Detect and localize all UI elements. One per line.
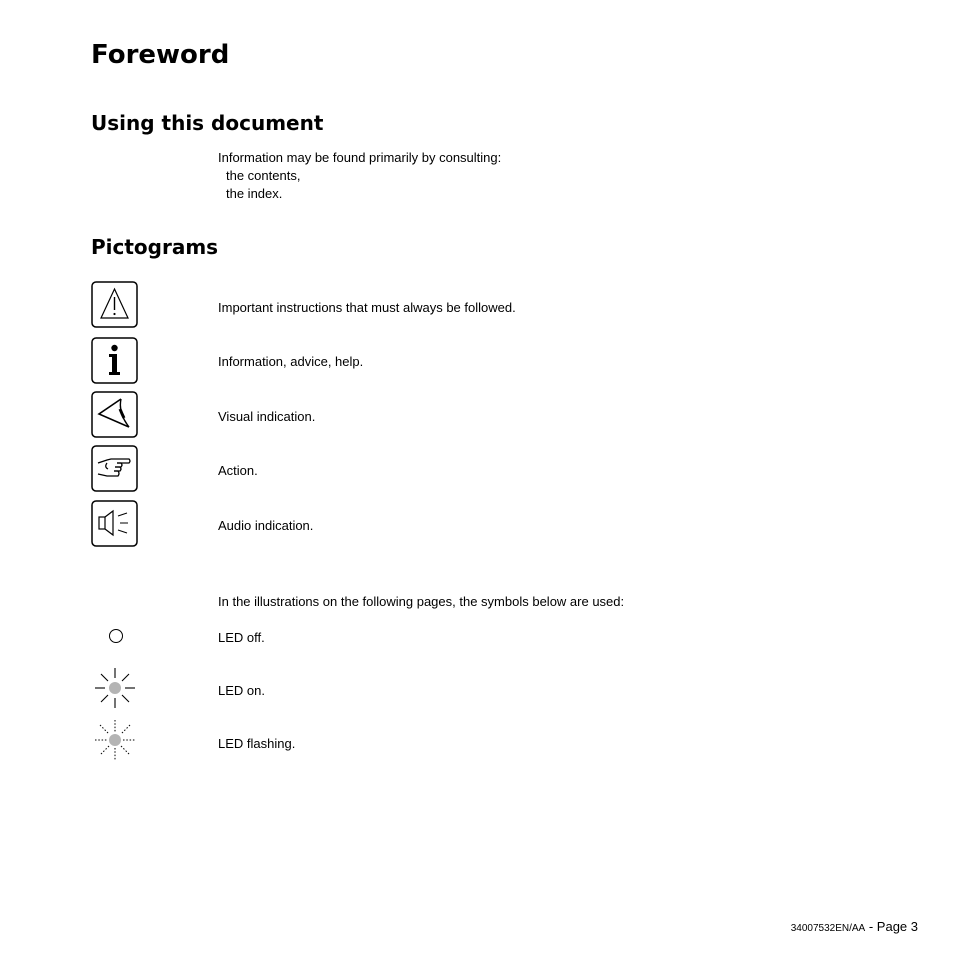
led-description: LED flashing. (218, 736, 296, 751)
pictogram-description: Audio indication. (218, 518, 314, 533)
page-title: Foreword (91, 40, 230, 70)
eye-icon (91, 391, 138, 438)
pictogram-description: Important instructions that must always be followed. (218, 300, 516, 315)
footer-separator: - (865, 919, 877, 934)
led-flashing-icon (94, 719, 136, 766)
page-number: Page 3 (876, 919, 918, 934)
speaker-icon (91, 500, 138, 547)
pictogram-description: Action. (218, 463, 258, 478)
using-intro: Information may be found primarily by consulting: (218, 150, 502, 165)
section-heading-using: Using this document (91, 111, 324, 135)
led-intro: In the illustrations on the following pages, the symbols below are used: (218, 594, 625, 609)
pointing-hand-icon (91, 445, 138, 492)
document-reference: 34007532EN/AA (790, 923, 866, 934)
list-item: the index. (226, 186, 283, 201)
info-icon (91, 337, 138, 384)
pictogram-description: Information, advice, help. (218, 354, 364, 369)
page-footer (791, 918, 918, 936)
led-description: LED on. (218, 683, 265, 698)
section-heading-pictograms: Pictograms (91, 235, 219, 259)
led-description: LED off. (218, 630, 265, 645)
warning-icon (91, 281, 138, 328)
led-on-icon (94, 667, 136, 714)
led-off-icon (101, 621, 131, 656)
pictogram-description: Visual indication. (218, 409, 316, 424)
list-item: the contents, (226, 168, 301, 183)
